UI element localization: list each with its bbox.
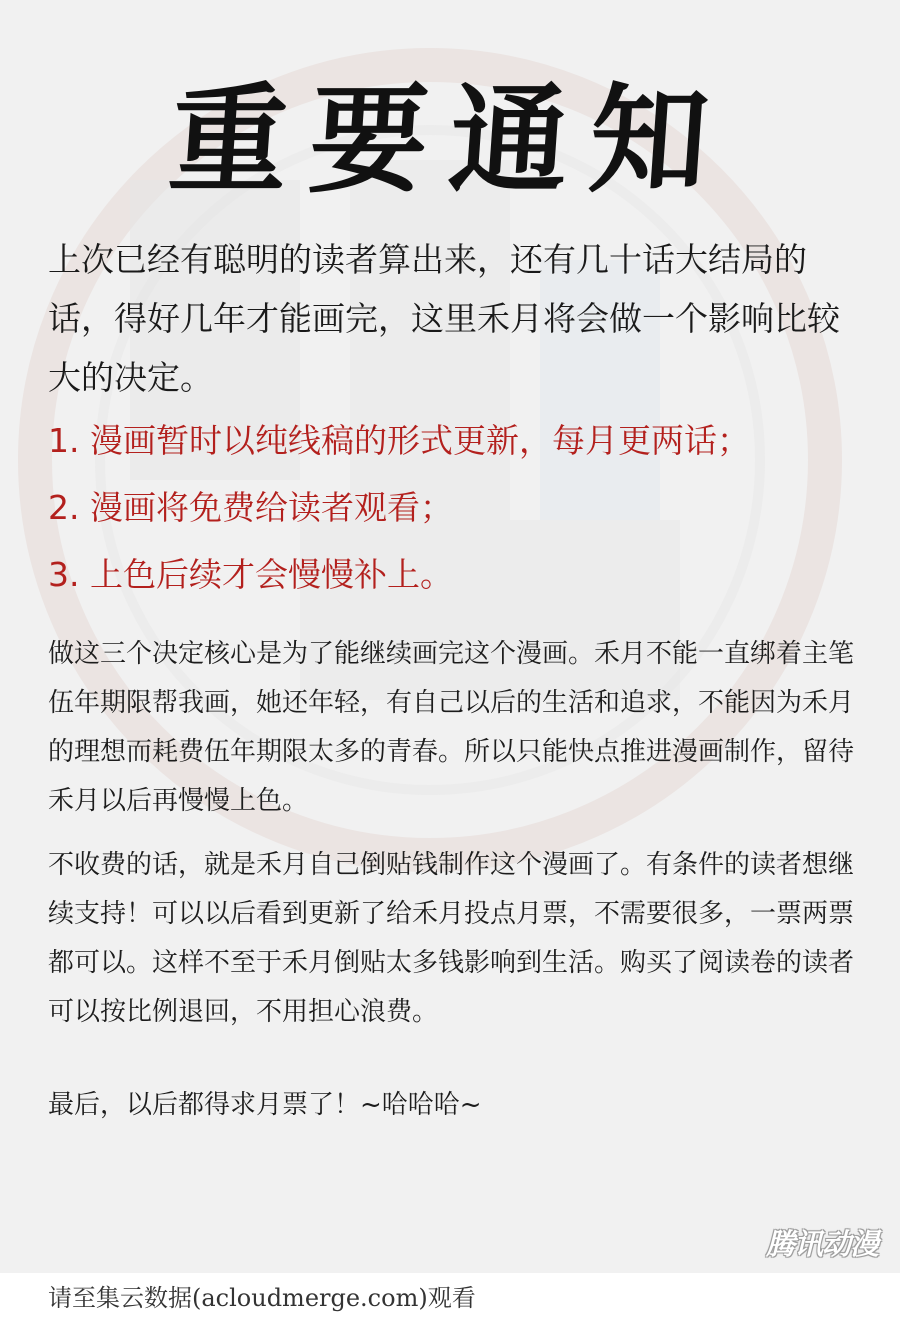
closing-line: 最后，以后都得求月票了！~哈哈哈~: [48, 1090, 482, 1120]
brand-logo: 腾讯动漫: [765, 1227, 878, 1261]
decision-item: 1. 漫画暂时以纯线稿的形式更新，每月更两话；: [48, 421, 750, 460]
intro-paragraph: 上次已经有聪明的读者算出来，还有几十话大结局的话，得好几年才能画完，这里禾月将会做一个影响比较大的决定。: [48, 240, 840, 397]
support-paragraph: 不收费的话，就是禾月自己倒贴钱制作这个漫画了。有条件的读者想继续支持！可以以后看到更新了给禾月投点月票，不需要很多，一票两票都可以。这样不至于禾月倒贴太多钱影响到生活。购买了阅读卷的读者可以按比例退回，不用担心浪费。: [48, 850, 855, 1027]
decision-list: [48, 407, 860, 608]
notice-body: [48, 230, 860, 1130]
decision-item: 3. 上色后续才会慢慢补上。: [48, 555, 453, 594]
explanation-paragraph: 做这三个决定核心是为了能继续画完这个漫画。禾月不能一直绑着主笔伍年期限帮我画，她还年轻，有自己以后的生活和追求，不能因为禾月的理想而耗费伍年期限太多的青春。所以只能快点推进漫画制作，留待禾月以后再慢慢上色。: [48, 639, 855, 816]
page-title: 重要通知: [165, 70, 735, 209]
footer-source-note: 请至集云数据(acloudmerge.com)观看: [48, 1284, 476, 1312]
decision-item: 2. 漫画将免费给读者观看；: [48, 488, 453, 527]
